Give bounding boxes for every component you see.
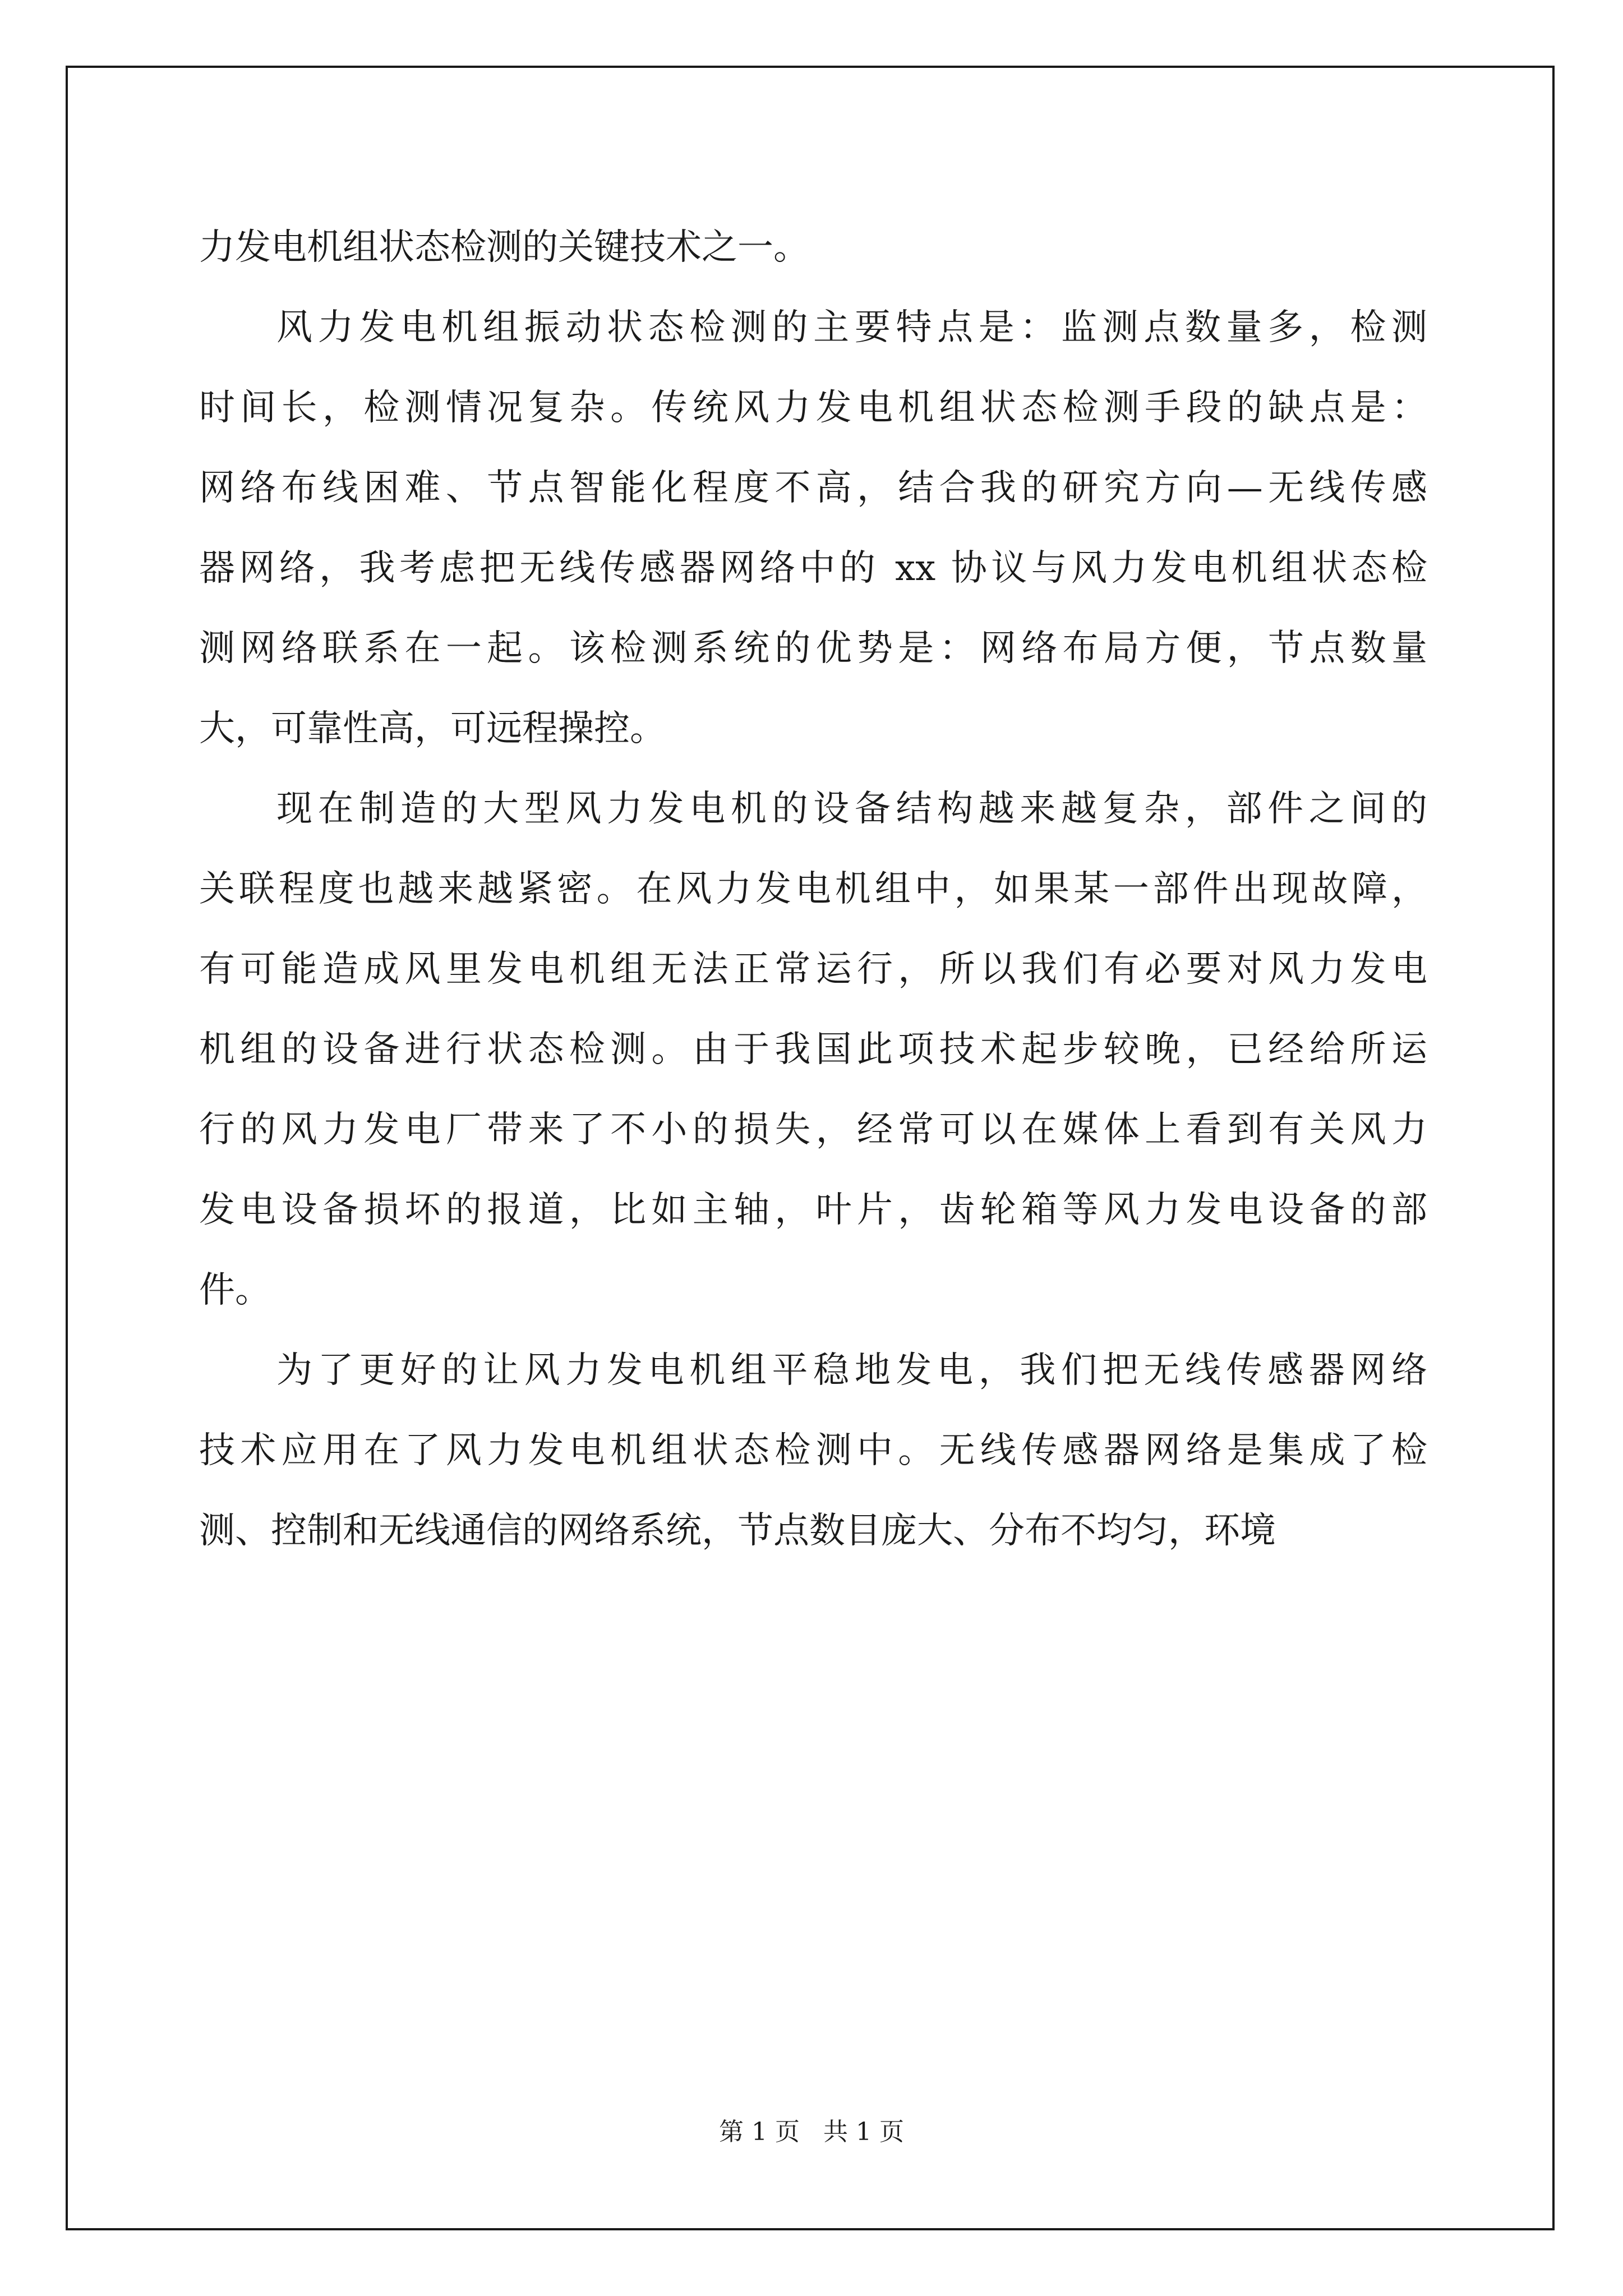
page-footer <box>0 2111 1623 2147</box>
paragraph-3-line-7: 件。 <box>199 1269 271 1311</box>
paragraph-4-line-2: 技术应用在了风力发电机组状态检测中。无线传感器网络是集成了检 <box>199 1430 1427 1471</box>
page-number: 第 1 页 <box>719 2118 800 2146</box>
paragraph-3-line-2: 关联程度也越来越紧密。在风力发电机组中，如果某一部件出现故障， <box>199 868 1427 910</box>
paragraph-2-line-3: 网络布线困难、节点智能化程度不高，结合我的研究方向—无线传感 <box>199 467 1427 509</box>
paragraph-2-line-6: 大，可靠性高，可远程操控。 <box>199 708 666 749</box>
paragraph-2-line-4: 器网络，我考虑把无线传感器网络中的 xx 协议与风力发电机组状态检 <box>199 547 1427 589</box>
paragraph-4-line-3: 测、控制和无线通信的网络系统，节点数目庞大、分布不均匀，环境 <box>199 1510 1276 1552</box>
page-total: 共 1 页 <box>823 2118 904 2146</box>
paragraph-4-line-1: 为了更好的让风力发电机组平稳地发电，我们把无线传感器网络 <box>276 1350 1427 1391</box>
paragraph-2-line-1: 风力发电机组振动状态检测的主要特点是：监测点数量多，检测 <box>276 307 1427 348</box>
document-body <box>199 208 1427 1571</box>
paragraph-3-line-1: 现在制造的大型风力发电机的设备结构越来越复杂，部件之间的 <box>276 788 1427 830</box>
paragraph-3-line-4: 机组的设备进行状态检测。由于我国此项技术起步较晚，已经给所运 <box>199 1029 1427 1070</box>
paragraph-3-line-3: 有可能造成风里发电机组无法正常运行，所以我们有必要对风力发电 <box>199 949 1427 990</box>
paragraph-3-line-5: 行的风力发电厂带来了不小的损失，经常可以在媒体上看到有关风力 <box>199 1109 1427 1151</box>
paragraph-3-line-6: 发电设备损坏的报道，比如主轴，叶片，齿轮箱等风力发电设备的部 <box>199 1189 1427 1231</box>
paragraph-2-line-5: 测网络联系在一起。该检测系统的优势是：网络布局方便，节点数量 <box>199 628 1427 669</box>
paragraph-1-line-1: 力发电机组状态检测的关键技术之一。 <box>199 227 809 268</box>
paragraph-2-line-2: 时间长，检测情况复杂。传统风力发电机组状态检测手段的缺点是： <box>199 387 1427 429</box>
